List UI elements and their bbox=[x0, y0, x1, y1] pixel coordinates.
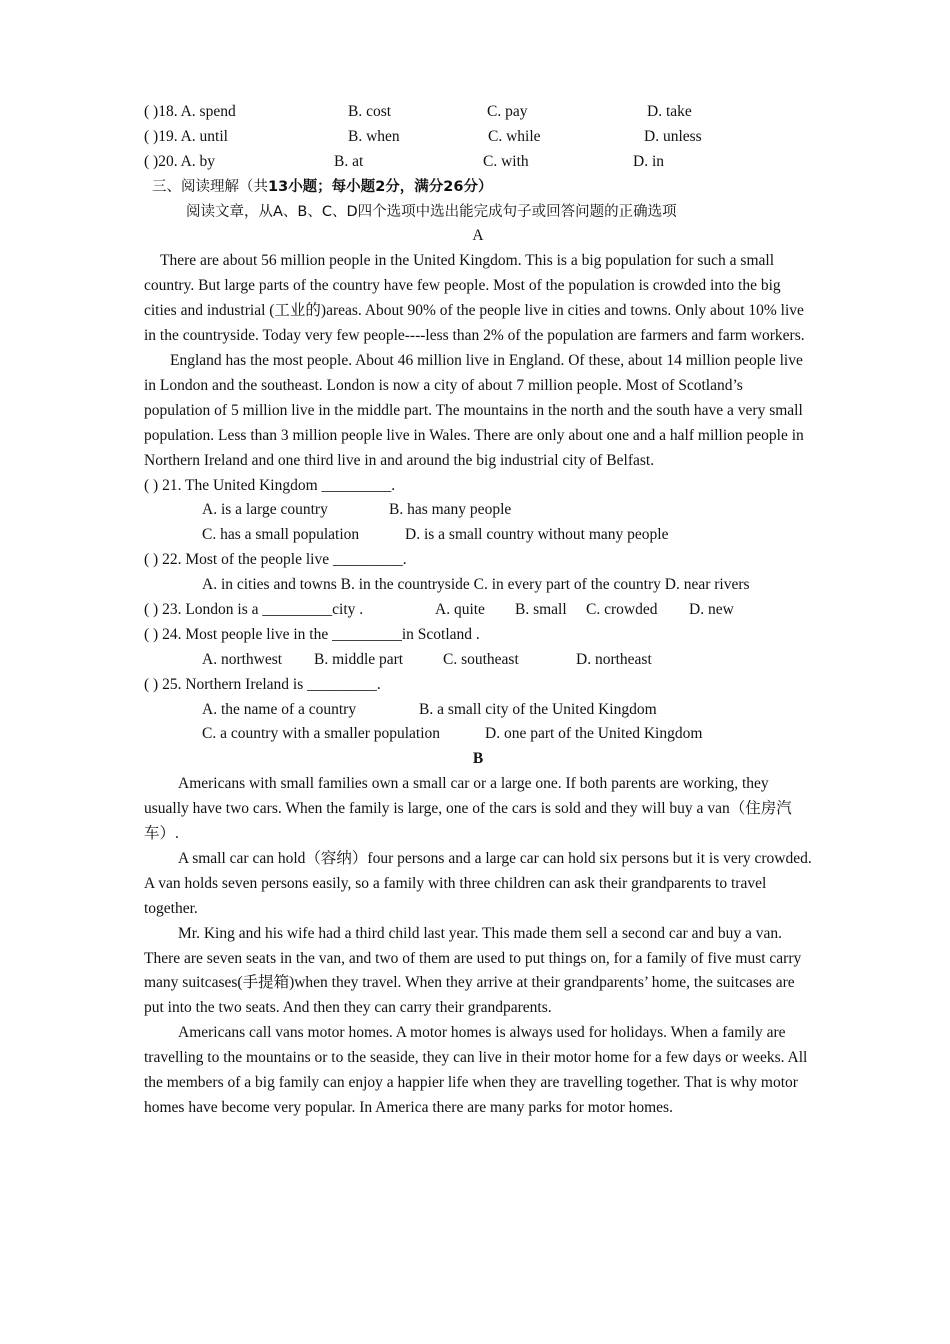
section-heading-mid: 小题；每小题 bbox=[288, 178, 376, 195]
question-20 bbox=[144, 150, 812, 175]
question-23-option-b: B. small bbox=[515, 600, 567, 618]
question-20-option-c: C. with bbox=[483, 152, 529, 170]
passage-a-paragraph-1: There are about 56 million people in the United Kingdom. This is a big population for such a small country. But large parts of the country have few people. Most of the population is crowded into the big cities and industrial (工业的)areas. About 90% of the people live in cities and towns. Only about 10% live in the countryside. Today very few people----less than 2% of the population are farmers and farm workers. bbox=[144, 252, 805, 345]
question-22-options: A. in cities and towns B. in the countryside C. in every part of the country D. near rivers bbox=[202, 576, 750, 594]
question-24-option-d: D. northeast bbox=[576, 650, 652, 668]
question-25: ( ) 25. Northern Ireland is _________. bbox=[144, 675, 381, 693]
question-18-option-c: C. pay bbox=[487, 103, 528, 120]
question-25-options-row1 bbox=[144, 698, 812, 723]
question-21-option-d: D. is a small country without many people bbox=[405, 526, 669, 544]
question-21-option-a: A. is a large country bbox=[202, 501, 328, 519]
question-21: ( ) 21. The United Kingdom _________. bbox=[144, 476, 396, 494]
section-heading-points: 2 bbox=[375, 178, 386, 195]
question-20-option-b: B. at bbox=[334, 152, 364, 170]
passage-b-label: B bbox=[472, 750, 484, 768]
question-25-option-b: B. a small city of the United Kingdom bbox=[419, 700, 657, 718]
question-21-option-c: C. has a small population bbox=[202, 526, 360, 544]
passage-a-label: A bbox=[472, 227, 484, 245]
section-heading-suffix: 分） bbox=[463, 178, 493, 195]
question-24-option-a: A. northwest bbox=[202, 650, 283, 668]
question-18-option-d: D. take bbox=[647, 103, 692, 120]
question-23 bbox=[144, 598, 812, 623]
passage-b-paragraph-4: Americans call vans motor homes. A motor homes is always used for holidays. When a family are travelling to the mountains or to the seaside, they can live in their motor home for a few days or weeks. All the members of a big family can enjoy a happier life when they are travelling together. That is why motor homes have become very popular. In America there are many parks for motor homes. bbox=[144, 1024, 808, 1116]
section-heading-count: 13 bbox=[268, 178, 289, 195]
question-23-stem: ( ) 23. London is a _________city . bbox=[144, 600, 364, 618]
question-21-options-row1 bbox=[144, 498, 812, 523]
section-heading bbox=[144, 175, 812, 200]
question-18-stem: ( )18. A. spend bbox=[144, 103, 236, 120]
question-25-option-a: A. the name of a country bbox=[202, 700, 357, 718]
question-24-option-b: B. middle part bbox=[314, 650, 404, 668]
question-18-option-b: B. cost bbox=[348, 103, 392, 120]
question-23-option-c: C. crowded bbox=[586, 600, 658, 618]
section-heading-prefix: 三、阅读理解（共 bbox=[152, 178, 268, 195]
question-23-option-d: D. new bbox=[689, 600, 734, 618]
passage-b-paragraph-1: Americans with small families own a small car or a large one. If both parents are working, they usually have two cars. When the family is large, one of the cars is sold and they will buy a van（住房汽车）. bbox=[144, 775, 792, 842]
question-19-option-b: B. when bbox=[348, 127, 400, 145]
section-heading-total: 26 bbox=[443, 178, 464, 195]
passage-b-paragraph-3: Mr. King and his wife had a third child last year. This made them sell a second car and buy a van. There are seven seats in the van, and two of them are used to put things on, for a family of five must carry many suitcases(手提箱)when they travel. When they arrive at their grandparents’ home, the suitcases are put into the two seats. And then they can carry their grandparents. bbox=[144, 924, 802, 1017]
question-19-option-d: D. unless bbox=[644, 127, 702, 145]
exam-page bbox=[144, 100, 812, 1121]
question-24: ( ) 24. Most people live in the _________in Scotland . bbox=[144, 625, 480, 643]
question-21-option-b: B. has many people bbox=[389, 501, 512, 519]
passage-a-paragraph-2: England has the most people. About 46 million live in England. Of these, about 14 million people live in London and the southeast. London is now a city of about 7 million people. Most of Scotland’s population of 5 million live in the middle part. The mountains in the north and the south have a very small population. Less than 3 million people live in Wales. There are only about one and a half million people in Northern Ireland and one third live in and around the big industrial city of Belfast. bbox=[144, 351, 804, 469]
question-19-stem: ( )19. A. until bbox=[144, 127, 228, 145]
question-22: ( ) 22. Most of the people live _________. bbox=[144, 551, 407, 569]
question-19 bbox=[144, 125, 812, 150]
question-19-option-c: C. while bbox=[488, 127, 541, 145]
section-instruction: 阅读文章，从A、B、C、D四个选项中选出能完成句子或回答问题的正确选项 bbox=[186, 203, 677, 220]
question-20-stem: ( )20. A. by bbox=[144, 152, 216, 170]
question-23-option-a: A. quite bbox=[435, 600, 485, 618]
question-21-options-row2 bbox=[144, 523, 812, 548]
question-25-option-c: C. a country with a smaller population bbox=[202, 725, 441, 743]
question-18 bbox=[144, 100, 812, 125]
passage-b-paragraph-2: A small car can hold（容纳）four persons and a large car can hold six persons but it is very crowded. A van holds seven persons easily, so a family with three children can ask their grandparents to travel together. bbox=[144, 849, 812, 917]
section-heading-mid2: 分，满分 bbox=[385, 178, 444, 195]
question-24-options bbox=[144, 648, 812, 673]
question-25-option-d: D. one part of the United Kingdom bbox=[485, 725, 703, 743]
question-24-option-c: C. southeast bbox=[443, 650, 519, 668]
question-25-options-row2 bbox=[144, 722, 812, 747]
question-20-option-d: D. in bbox=[633, 152, 664, 170]
